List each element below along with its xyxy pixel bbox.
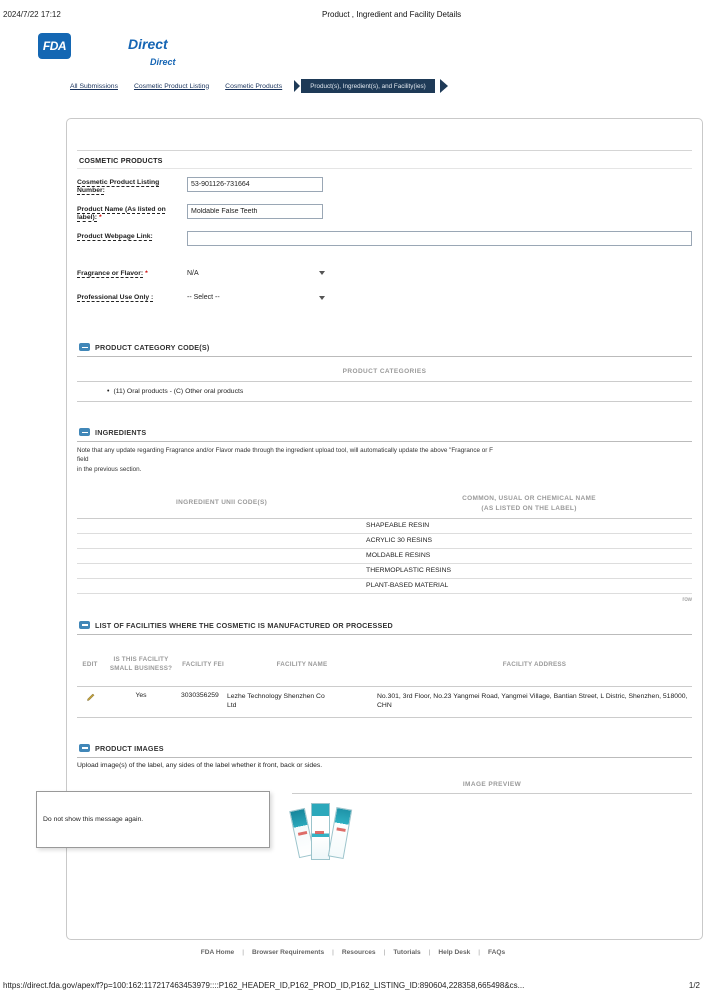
facility-address-column-header: FACILITY ADDRESS	[502, 660, 567, 668]
facilities-table-header	[77, 643, 692, 687]
facility-name: Lezhe Technology Shenzhen Co Ltd	[227, 692, 325, 710]
small-business-column-header: IS THIS FACILITY SMALL BUSINESS?	[109, 656, 173, 673]
webpage-link-label: Product Webpage Link:	[77, 232, 153, 240]
field-product-name	[77, 204, 692, 223]
product-name-label: Product Name (As listed on label): *	[77, 205, 166, 222]
product-image-thumbnail[interactable]	[294, 800, 352, 868]
chemical-name-header-line1: COMMON, USUAL OR CHEMICAL NAME	[462, 495, 596, 503]
footer-link-tutorials[interactable]: Tutorials	[393, 949, 421, 956]
facility-address: No.301, 3rd Floor, No.23 Yangmei Road, Yangmei Village, Bantian Street, L Distric, Shenzhen, 518000, CHN	[377, 692, 688, 710]
ingredients-note-line1: Note that any update regarding Fragrance and/or Flavor made through the ingredient upload tool, will automatically update the above "Fragrance or F	[77, 446, 493, 454]
tab-products-ingredients-facilities[interactable]: Product(s), Ingredient(s), and Facility(ies)	[301, 79, 434, 93]
collapse-icon[interactable]	[79, 744, 90, 752]
ingredient-row	[77, 534, 692, 549]
product-category-codes-title: PRODUCT CATEGORY CODE(S)	[95, 342, 210, 352]
brand-direct: Direct	[128, 36, 168, 52]
facility-row	[77, 687, 692, 718]
listing-number-label: Cosmetic Product Listing Number:	[77, 179, 160, 195]
brand-direct-sub: Direct	[150, 57, 176, 67]
product-name-input[interactable]	[187, 204, 323, 219]
popup-message: Do not show this message again.	[43, 816, 144, 823]
nav-cosmetic-product-listing[interactable]: Cosmetic Product Listing	[133, 82, 210, 90]
print-url: https://direct.fda.gov/apex/f?p=100:162:117217463453979::::P162_HEADER_ID,P162_PROD_ID,P162_LISTING_ID:890604,228358,665498&cs...	[3, 981, 525, 990]
print-timestamp: 2024/7/22 17:12	[3, 10, 61, 19]
breadcrumb	[70, 79, 448, 93]
footer-separator: |	[332, 949, 334, 956]
section-product-category-codes	[77, 339, 692, 357]
facility-small-business: Yes	[135, 691, 147, 699]
ingredients-table	[77, 490, 692, 603]
fda-logo	[38, 33, 71, 59]
field-listing-number	[77, 177, 692, 196]
field-professional-use-only	[77, 292, 692, 302]
required-asterisk: *	[99, 214, 102, 222]
ingredients-note-line3: in the previous section.	[77, 465, 142, 473]
message-popup	[36, 791, 270, 848]
required-asterisk: *	[145, 269, 148, 277]
section-cosmetic-products-title: COSMETIC PRODUCTS	[77, 150, 692, 169]
footer-link-browser-requirements[interactable]: Browser Requirements	[251, 949, 325, 956]
chemical-name-header	[366, 490, 692, 518]
collapse-icon[interactable]	[79, 428, 90, 436]
image-preview-panel	[292, 775, 692, 885]
footer-link-resources[interactable]: Resources	[341, 949, 376, 956]
tab-arrow-right-icon	[440, 79, 448, 93]
section-ingredients	[77, 424, 692, 442]
ingredients-note-line2: field	[77, 456, 89, 464]
footer-separator: |	[478, 949, 480, 956]
fda-logo-text: FDA	[42, 39, 67, 53]
field-fragrance-or-flavor	[77, 268, 692, 278]
ingredient-name: SHAPEABLE RESIN	[366, 522, 430, 530]
ingredient-name: ACRYLIC 30 RESINS	[366, 537, 433, 545]
professional-use-selected-value: -- Select --	[187, 294, 220, 302]
professional-use-label: Professional Use Only :	[77, 294, 154, 302]
webpage-link-input[interactable]	[187, 231, 692, 246]
facilities-title: LIST OF FACILITIES WHERE THE COSMETIC IS MANUFACTURED OR PROCESSED	[95, 620, 393, 630]
fragrance-select[interactable]	[187, 268, 325, 277]
ingredient-name: THERMOPLASTIC RESINS	[366, 567, 452, 575]
nav-all-submissions[interactable]: All Submissions	[70, 82, 118, 90]
professional-use-select[interactable]	[187, 292, 325, 301]
footer-separator: |	[428, 949, 431, 956]
field-webpage-link	[77, 231, 692, 246]
product-category-value: (11) Oral products - (C) Other oral products	[113, 387, 244, 395]
section-product-images	[77, 740, 692, 758]
cosmetic-products-form	[77, 177, 692, 303]
unii-code-header: INGREDIENT UNII CODE(S)	[176, 499, 268, 507]
ingredient-row	[77, 564, 692, 579]
image-preview-header: IMAGE PREVIEW	[292, 775, 692, 794]
ingredient-row	[77, 549, 692, 564]
bullet-icon: •	[107, 387, 110, 395]
collapse-icon[interactable]	[79, 621, 90, 629]
product-categories-column-header: PRODUCT CATEGORIES	[77, 361, 692, 382]
product-images-title: PRODUCT IMAGES	[95, 743, 164, 753]
tab-arrow-left-icon	[294, 80, 300, 92]
listing-number-input[interactable]	[187, 177, 323, 192]
ingredients-row-count: row	[682, 596, 692, 603]
nav-cosmetic-products[interactable]: Cosmetic Products	[225, 82, 283, 90]
product-package-right	[328, 807, 352, 859]
collapse-icon[interactable]	[79, 343, 90, 351]
site-footer	[0, 949, 706, 956]
ingredients-table-header	[77, 490, 692, 519]
pencil-icon	[86, 693, 95, 702]
chevron-down-icon	[319, 271, 325, 275]
ingredient-name: PLANT-BASED MATERIAL	[366, 582, 449, 590]
ingredient-name: MOLDABLE RESINS	[366, 552, 431, 560]
facilities-table	[77, 643, 692, 718]
print-page-number: 1/2	[688, 981, 700, 990]
footer-link-help-desk[interactable]: Help Desk	[438, 949, 471, 956]
footer-separator: |	[242, 949, 244, 956]
active-breadcrumb-tab	[294, 79, 447, 93]
ingredient-row	[77, 579, 692, 594]
footer-link-faqs[interactable]: FAQs	[488, 949, 506, 956]
ingredients-title: INGREDIENTS	[95, 427, 147, 437]
print-page-title: Product , Ingredient and Facility Details	[322, 10, 462, 19]
product-package-center	[311, 803, 330, 860]
ingredients-note	[77, 446, 692, 474]
facility-name-column-header: FACILITY NAME	[276, 660, 328, 668]
footer-separator: |	[383, 949, 386, 956]
chemical-name-header-line2: (AS LISTED ON THE LABEL)	[481, 504, 577, 512]
section-facilities	[77, 617, 692, 635]
edit-facility-button[interactable]	[86, 693, 95, 704]
fragrance-label: Fragrance or Flavor: *	[77, 269, 148, 277]
ingredient-row	[77, 519, 692, 534]
product-category-row	[77, 382, 692, 402]
chevron-down-icon	[319, 296, 325, 300]
fragrance-selected-value: N/A	[187, 269, 199, 277]
footer-link-fda-home[interactable]: FDA Home	[200, 949, 235, 956]
facility-fei: 3030356259	[181, 691, 219, 699]
edit-column-header: EDIT	[82, 660, 98, 668]
product-images-description: Upload image(s) of the label, any sides of the label whether it front, back or sides.	[77, 761, 323, 769]
fei-column-header: FACILITY FEI	[182, 660, 224, 668]
